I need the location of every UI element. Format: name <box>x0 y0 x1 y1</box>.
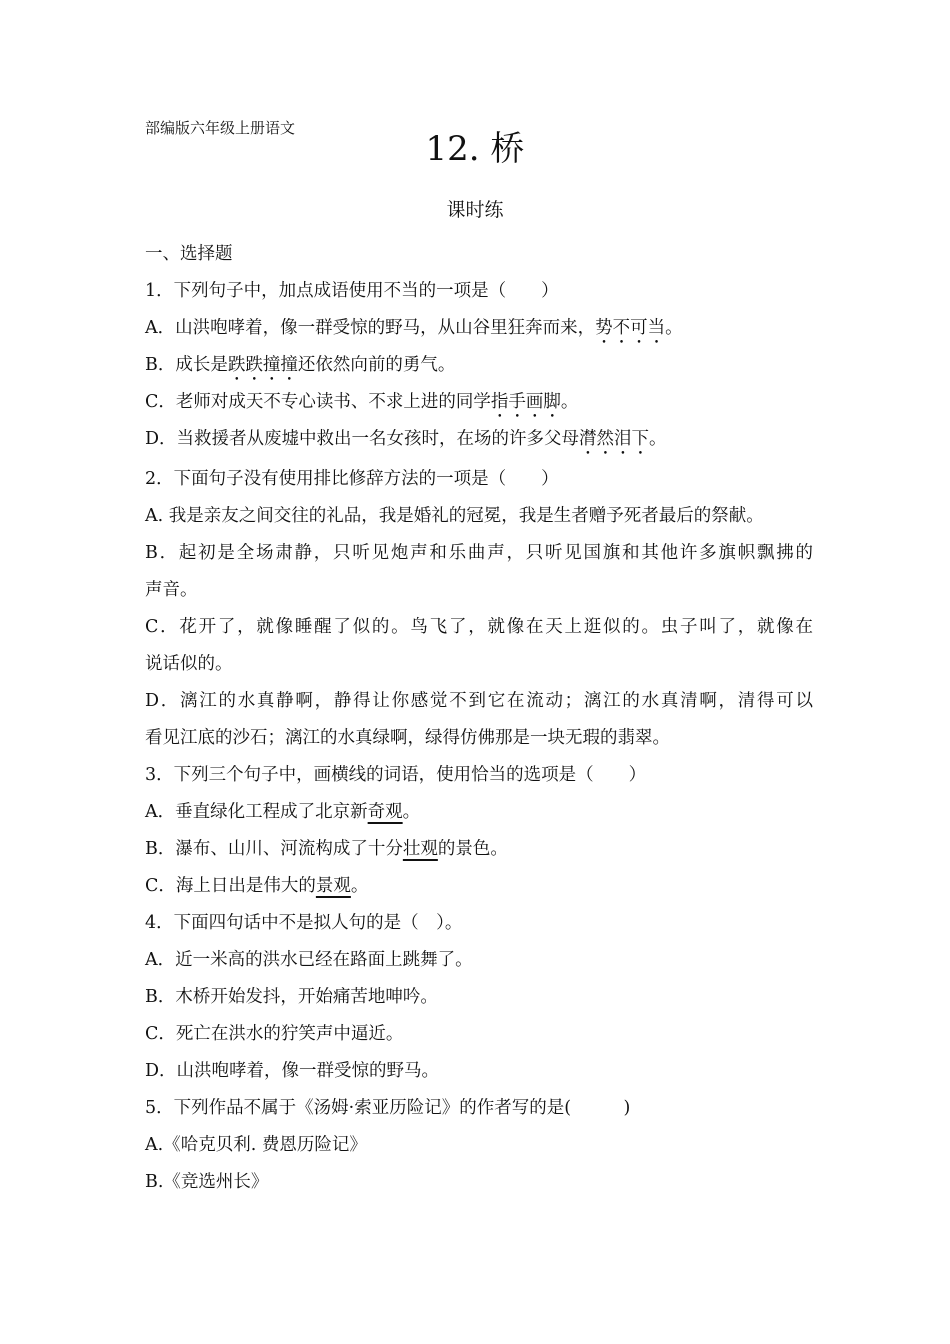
question-5 <box>145 1090 813 1201</box>
option-c: C．老师对成天不专心读书、不求上进的同学指手画脚。 <box>145 392 579 412</box>
question-1 <box>145 273 813 458</box>
exercise-content <box>145 236 813 1201</box>
question-4 <box>145 905 813 1090</box>
option-a: A．垂直绿化工程成了北京新奇观。 <box>145 802 421 822</box>
question-stem: 1．下列句子中，加点成语使用不当的一项是（ ） <box>145 281 559 301</box>
dotted-idiom: 潸然泪下 <box>579 429 650 449</box>
question-stem: 5．下列作品不属于《汤姆·索亚历险记》的作者写的是( ) <box>145 1098 631 1118</box>
option-a: A．近一米高的洪水已经在路面上跳舞了。 <box>145 950 473 970</box>
question-stem: 2．下面句子没有使用排比修辞方法的一项是（ ） <box>145 469 559 489</box>
option-c: C．海上日出是伟大的景观。 <box>145 876 369 896</box>
question-3 <box>145 757 813 905</box>
option-c: C．死亡在洪水的狞笑声中逼近。 <box>145 1024 404 1044</box>
option-b-continued: 声音。 <box>145 580 198 600</box>
option-d: D．山洪咆哮着，像一群受惊的野马。 <box>145 1061 440 1081</box>
underlined-word: 壮观 <box>402 839 438 859</box>
section-title: 一、选择题 <box>145 244 233 264</box>
option-c-continued: 说话似的。 <box>145 654 233 674</box>
option-b: B．起初是全场肃静，只听见炮声和乐曲声，只听见国旗和其他许多旗帜飘拂的 <box>145 543 813 563</box>
option-d: D．漓江的水真静啊，静得让你感觉不到它在流动；漓江的水真清啊，清得可以 <box>145 691 813 711</box>
option-a: A. 我是亲友之间交往的礼品，我是婚礼的冠冕，我是生者赠予死者最后的祭献。 <box>145 506 764 526</box>
option-b: B．成长是跌跌撞撞还依然向前的勇气。 <box>145 355 456 375</box>
option-b: B．瀑布、山川、河流构成了十分壮观的景色。 <box>145 839 508 859</box>
option-b: B．木桥开始发抖，开始痛苦地呻吟。 <box>145 987 438 1007</box>
option-d: D．当救援者从废墟中救出一名女孩时，在场的许多父母潸然泪下。 <box>145 429 667 449</box>
dotted-idiom: 势不可当 <box>595 318 666 338</box>
lesson-subtitle: 课时练 <box>446 199 504 221</box>
underlined-word: 奇观 <box>367 802 403 822</box>
dotted-idiom: 指手画脚 <box>490 392 561 412</box>
question-stem: 3．下列三个句子中，画横线的词语，使用恰当的选项是（ ） <box>145 765 647 785</box>
option-a: A.《哈克贝利. 费恩历险记》 <box>145 1135 367 1155</box>
lesson-title: 12. 桥 <box>425 129 525 169</box>
question-2 <box>145 461 813 757</box>
option-b: B.《竞选州长》 <box>145 1172 269 1192</box>
option-d-continued: 看见江底的沙石；漓江的水真绿啊，绿得仿佛那是一块无瑕的翡翠。 <box>145 728 670 748</box>
underlined-word: 景观 <box>315 876 351 896</box>
textbook-label: 部编版六年级上册语文 <box>145 119 296 137</box>
question-stem: 4．下面四句话中不是拟人句的是（ ）。 <box>145 913 463 933</box>
dotted-idiom: 跌跌撞撞 <box>227 355 298 375</box>
option-a: A．山洪咆哮着，像一群受惊的野马，从山谷里狂奔而来，势不可当。 <box>145 318 683 338</box>
option-c: C．花开了，就像睡醒了似的。鸟飞了，就像在天上逛似的。虫子叫了，就像在 <box>145 617 813 637</box>
